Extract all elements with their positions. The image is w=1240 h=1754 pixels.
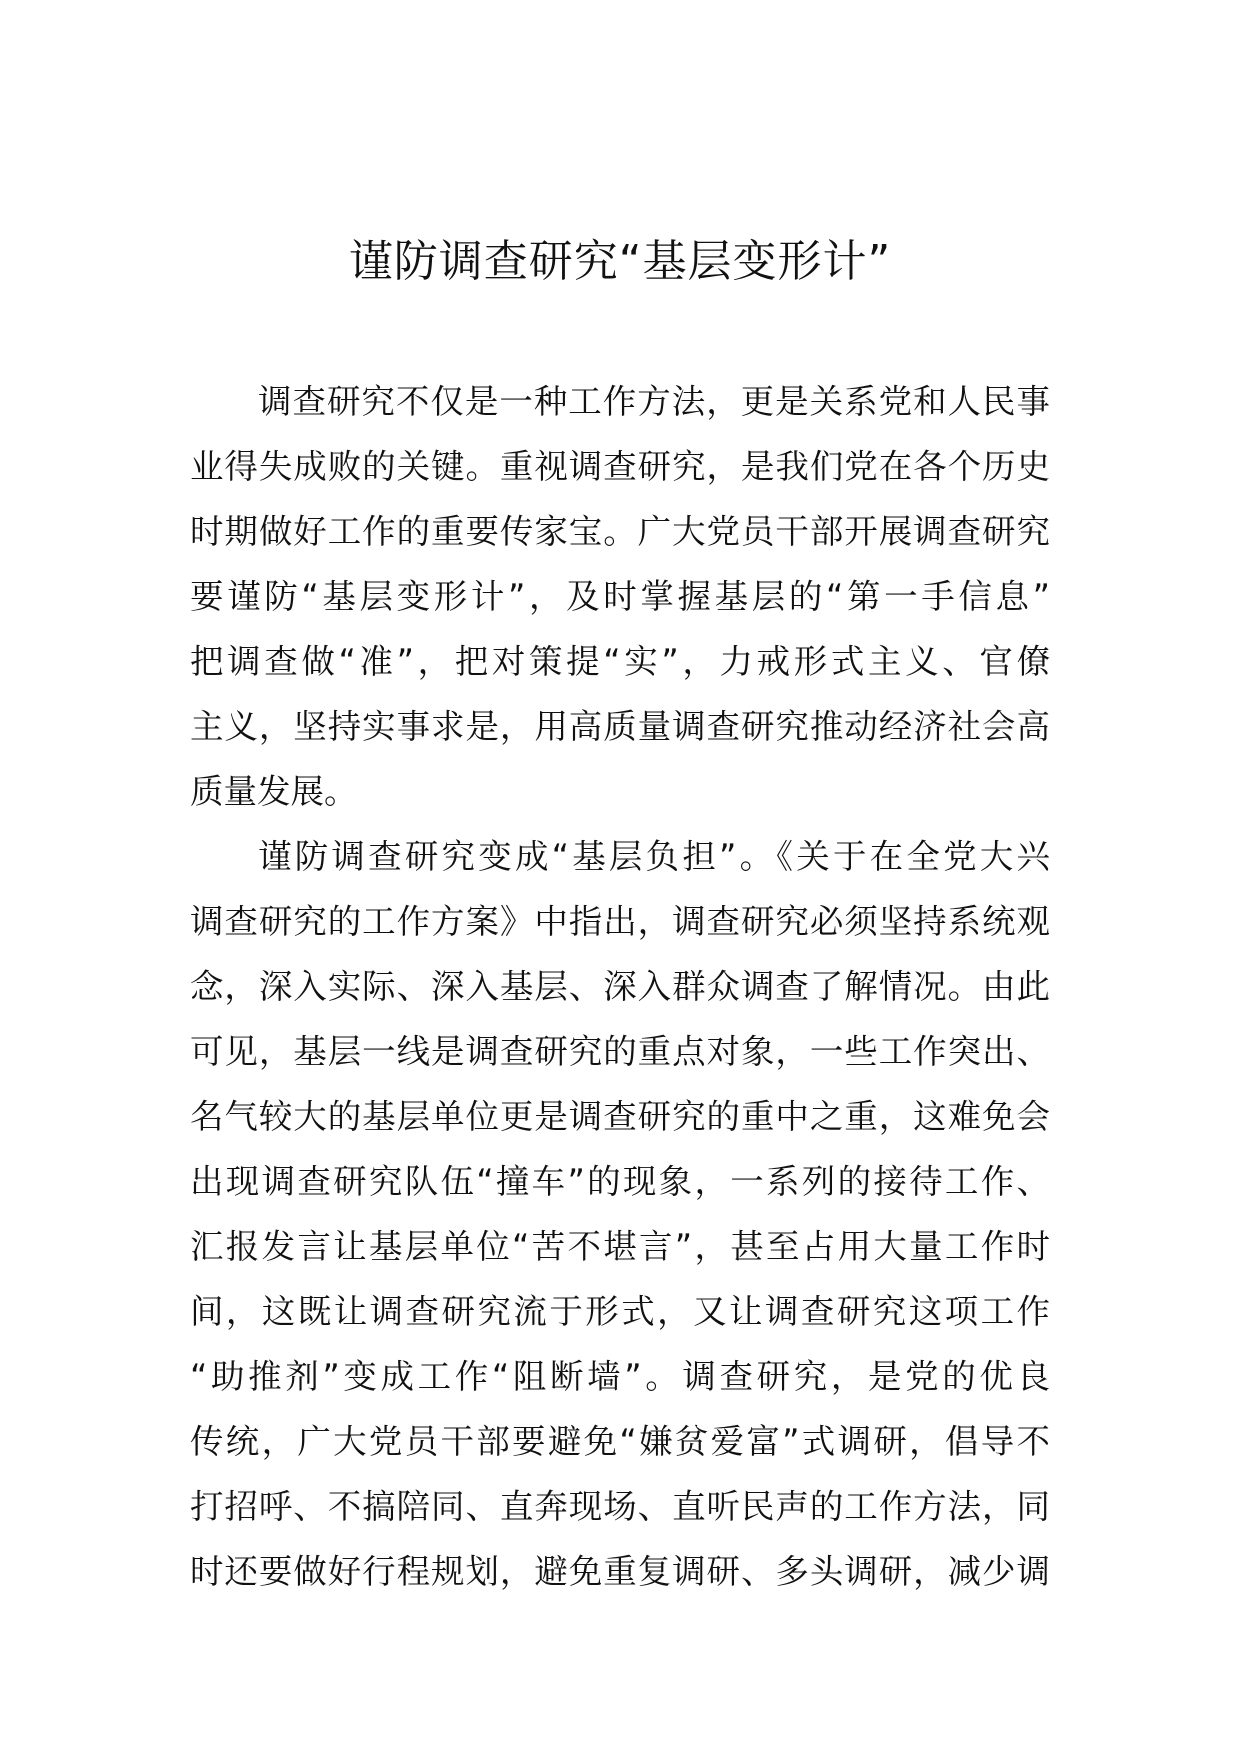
text-line: 打招呼、不搞陪同、直奔现场、直听民声的工作方法，同 — [190, 1487, 1050, 1526]
text-line: 传统，广大党员干部要避免“嫌贫爱富”式调研，倡导不 — [190, 1422, 1050, 1461]
text-line: 汇报发言让基层单位“苦不堪言”，甚至占用大量工作时 — [190, 1227, 1050, 1266]
text-line: 名气较大的基层单位更是调查研究的重中之重，这难免会 — [190, 1097, 1050, 1136]
text-line: 质量发展。 — [190, 772, 358, 811]
text-line: 时还要做好行程规划，避免重复调研、多头调研，减少调 — [190, 1552, 1050, 1591]
text-line: 谨防调查研究变成“基层负担”。《关于在全党大兴 — [258, 837, 1050, 876]
text-line: 业得失成败的关键。重视调查研究，是我们党在各个历史 — [190, 447, 1050, 486]
paragraph — [190, 824, 1050, 1604]
text-line: 调查研究不仅是一种工作方法，更是关系党和人民事 — [258, 382, 1050, 421]
text-line: 念，深入实际、深入基层、深入群众调查了解情况。由此 — [190, 967, 1050, 1006]
text-line: 要谨防“基层变形计”，及时掌握基层的“第一手信息” — [190, 577, 1050, 616]
paragraph — [190, 369, 1050, 824]
text-line: 可见，基层一线是调查研究的重点对象，一些工作突出、 — [190, 1032, 1050, 1071]
text-line: 出现调查研究队伍“撞车”的现象，一系列的接待工作、 — [190, 1162, 1050, 1201]
text-line: 时期做好工作的重要传家宝。广大党员干部开展调查研究 — [190, 512, 1050, 551]
text-line: 把调查做“准”，把对策提“实”，力戒形式主义、官僚 — [190, 642, 1050, 681]
text-line: 主义，坚持实事求是，用高质量调查研究推动经济社会高 — [190, 707, 1050, 746]
text-line: “助推剂”变成工作“阻断墙”。调查研究，是党的优良 — [190, 1357, 1050, 1396]
document-title: 谨防调查研究“基层变形计” — [348, 236, 892, 287]
document-body — [190, 369, 1050, 1604]
text-line: 间，这既让调查研究流于形式，又让调查研究这项工作 — [190, 1292, 1050, 1331]
text-line: 调查研究的工作方案》中指出，调查研究必须坚持系统观 — [190, 902, 1050, 941]
